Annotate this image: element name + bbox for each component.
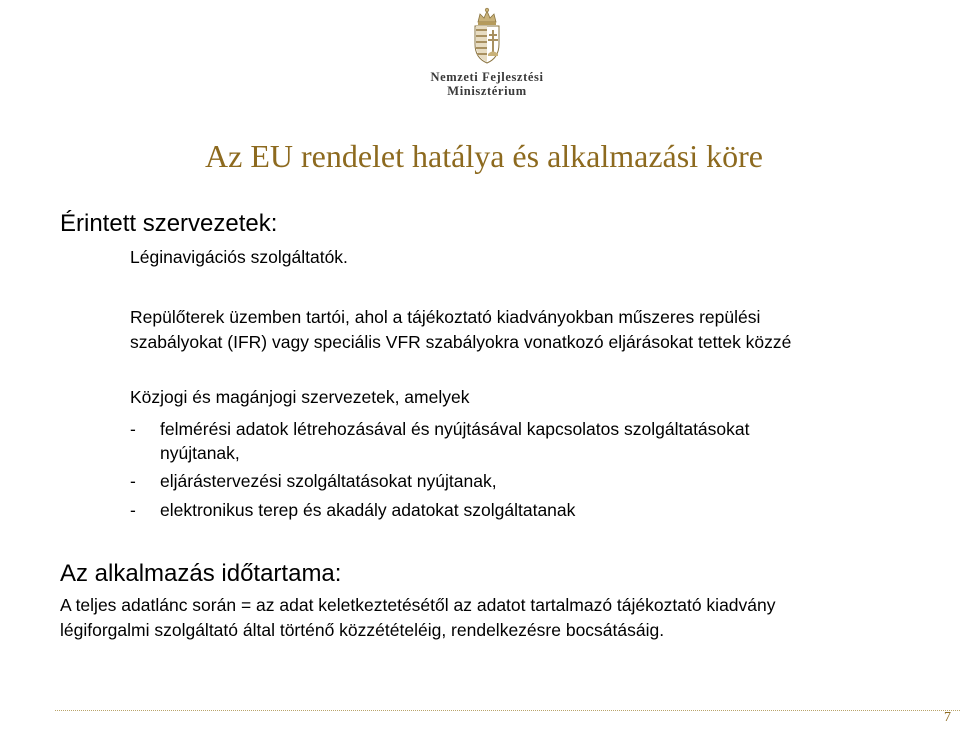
- bullet-dash: -: [130, 471, 136, 491]
- airport-item-line1: Repülőterek üzemben tartói, ahol a tájékoztató kiadványokban műszeres repülési: [130, 307, 761, 327]
- ministry-logo: [412, 6, 562, 98]
- orgs-intro: Közjogi és magánjogi szervezetek, amelyek: [130, 387, 470, 407]
- bullet-dash: -: [130, 500, 136, 520]
- affected-heading: Érintett szervezetek:: [60, 210, 278, 237]
- bullet-item-line1: felmérési adatok létrehozásával és nyújtásával kapcsolatos szolgáltatásokat: [160, 419, 750, 439]
- duration-heading: Az alkalmazás időtartama:: [60, 560, 342, 587]
- bullet-item-line2: nyújtanak,: [160, 443, 240, 463]
- slide-title-text: Az EU rendelet hatálya és alkalmazási köre: [205, 138, 763, 174]
- logo-text-line1: Nemzeti Fejlesztési: [430, 70, 544, 84]
- airport-item-line2: szabályokat (IFR) vagy speciális VFR szabályokra vonatkozó eljárásokat tettek közzé: [130, 332, 792, 352]
- hungarian-coat-of-arms-icon: [468, 6, 506, 66]
- duration-text-line2: légiforgalmi szolgáltató által történő közzétételéig, rendelkezésre bocsátásáig.: [60, 620, 665, 640]
- page-number: 7: [944, 710, 951, 725]
- bullet-item-line1: eljárástervezési szolgáltatásokat nyújtanak,: [160, 471, 497, 491]
- footer-divider: [55, 710, 960, 711]
- bullet-item-line1: elektronikus terep és akadály adatokat szolgáltatanak: [160, 500, 576, 520]
- bullet-dash: -: [130, 419, 136, 439]
- air-nav-item: Léginavigációs szolgáltatók.: [130, 247, 348, 267]
- slide-title: [205, 138, 763, 175]
- logo-text-line2: Minisztérium: [447, 84, 527, 98]
- duration-text-line1: A teljes adatlánc során = az adat keletkeztetésétől az adatot tartalmazó tájékoztató kiadvány: [60, 595, 776, 615]
